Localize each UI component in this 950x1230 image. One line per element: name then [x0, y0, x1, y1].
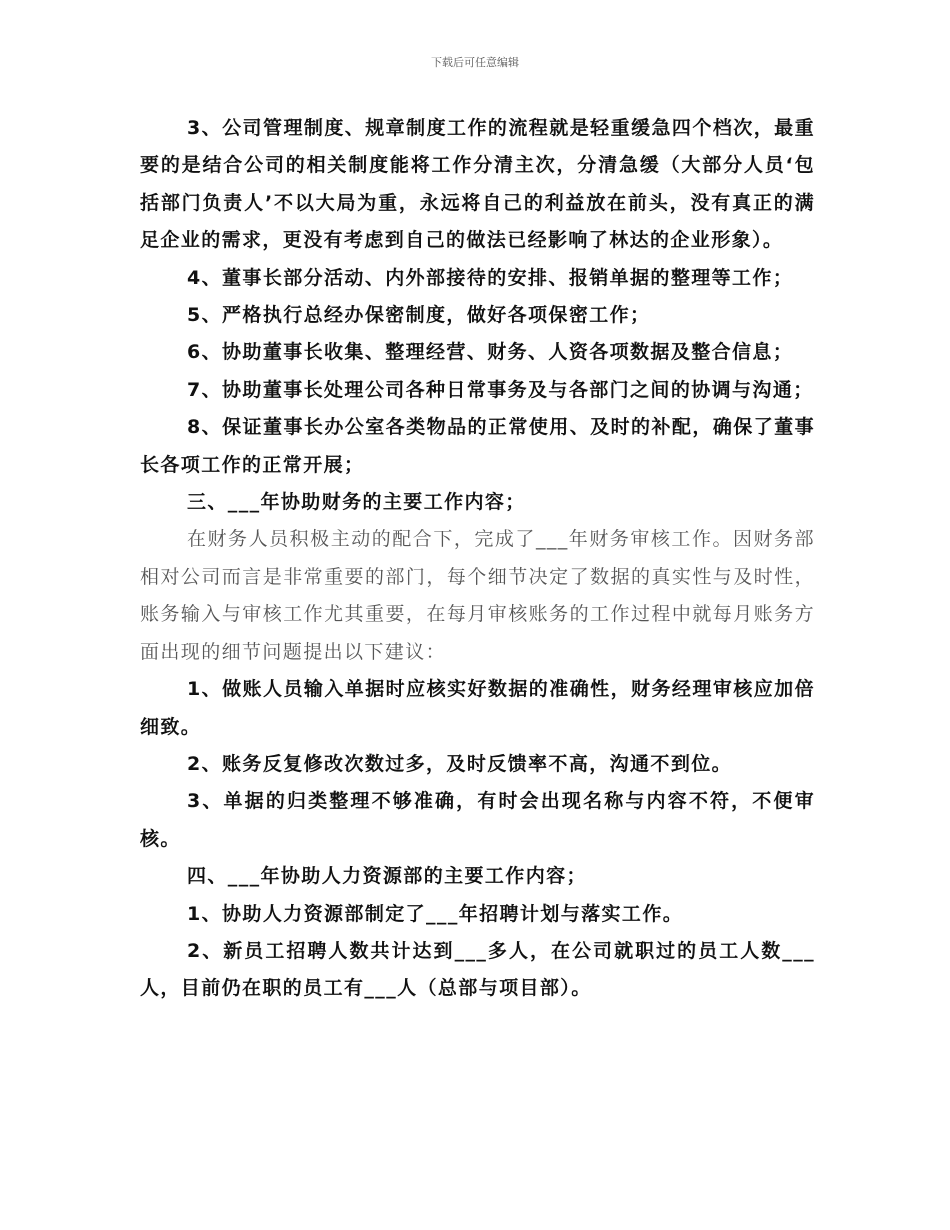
paragraph-item-6: 6、协助董事长收集、整理经营、财务、人资各项数据及整合信息；: [187, 341, 794, 364]
paragraph-item-8: 8、保证董事长办公室各类物品的正常使用、及时的补配，确保了董事长各项工作的正常开展；: [140, 416, 815, 476]
document-body: [140, 110, 815, 1008]
hr-item-2: 2、新员工招聘人数共计达到___多人，在公司就职过的员工人数___人，目前仍在职的员工有___人（总部与项目部）。: [140, 939, 815, 1000]
section-heading-finance: 三、___年协助财务的主要工作内容；: [187, 491, 526, 514]
paragraph-item-3: 3、公司管理制度、规章制度工作的流程就是轻重缓急四个档次，最重要的是结合公司的相关制度能将工作分清主次，分清急缓（大部分人员‘包括部门负责人’不以大局为重，永远将自己的利益放在前头，没有真正的满足企业的需求，更没有考虑到自己的做法已经影响了林达的企业形象）。: [140, 117, 815, 252]
finance-suggestion-1: 1、做账人员输入单据时应核实好数据的准确性，财务经理审核应加倍细致。: [140, 678, 815, 738]
hr-item-1: 1、协助人力资源部制定了___年招聘计划与落实工作。: [187, 902, 684, 925]
finance-suggestion-2: 2、账务反复修改次数过多，及时反馈率不高，沟通不到位。: [187, 752, 733, 775]
paragraph-item-5: 5、严格执行总经办保密制度，做好各项保密工作；: [187, 304, 651, 327]
paragraph-finance-intro: 在财务人员积极主动的配合下，完成了___年财务审核工作。因财务部相对公司而言是非常重要的部门，每个细节决定了数据的真实性与及时性，账务输入与审核工作尤其重要，在每月审核账务的工作过程中就每月账务方面出现的细节问题提出以下建议：: [140, 528, 815, 663]
section-heading-hr: 四、___年协助人力资源部的主要工作内容；: [187, 865, 587, 888]
page-header: 下载后可任意编辑: [431, 56, 519, 69]
paragraph-item-4: 4、董事长部分活动、内外部接待的安排、报销单据的整理等工作；: [187, 266, 794, 289]
finance-suggestion-3: 3、单据的归类整理不够准确，有时会出现名称与内容不符，不便审核。: [140, 790, 815, 850]
paragraph-item-7: 7、协助董事长处理公司各种日常事务及与各部门之间的协调与沟通；: [187, 378, 814, 401]
